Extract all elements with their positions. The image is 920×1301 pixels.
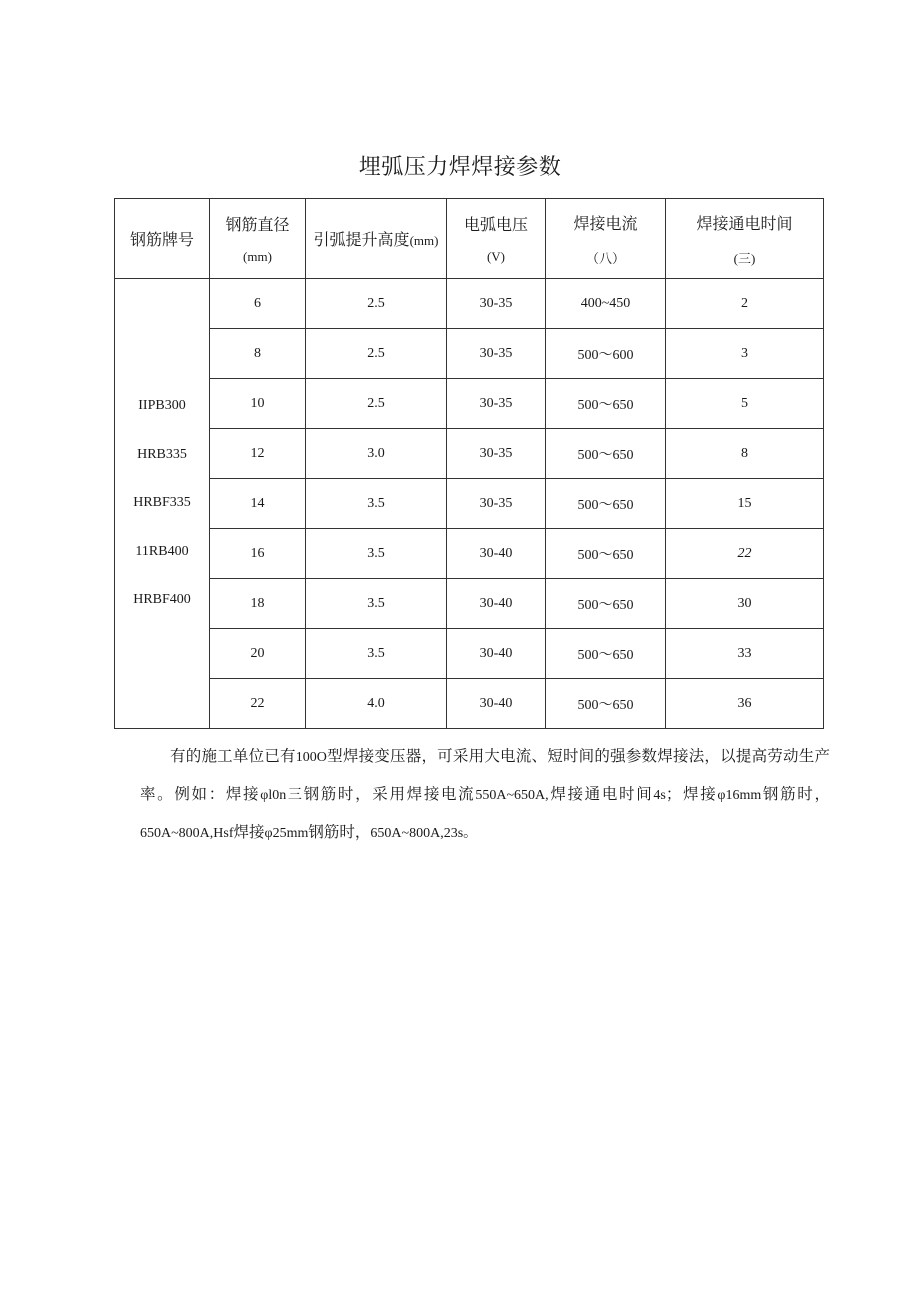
grade-list-cell — [115, 279, 210, 729]
header-current: 焊接电流 （八） — [546, 199, 666, 279]
cell-current: 500～650 — [546, 679, 666, 729]
cell-current: 500～600 — [546, 329, 666, 379]
cell-time: 15 — [666, 479, 824, 529]
cell-diameter: 6 — [210, 279, 306, 329]
cell-diameter: 8 — [210, 329, 306, 379]
cell-diameter: 14 — [210, 479, 306, 529]
cell-lift: 2.5 — [306, 279, 447, 329]
cell-lift: 3.5 — [306, 479, 447, 529]
cell-voltage: 30-40 — [447, 579, 546, 629]
header-time: 焊接通电时间 (三) — [666, 199, 824, 279]
cell-time: 36 — [666, 679, 824, 729]
cell-current: 500～650 — [546, 579, 666, 629]
cell-current: 500～650 — [546, 529, 666, 579]
cell-diameter: 18 — [210, 579, 306, 629]
grade-item: HRBF400 — [133, 592, 191, 608]
cell-time: 30 — [666, 579, 824, 629]
cell-lift: 4.0 — [306, 679, 447, 729]
table-row — [115, 379, 824, 429]
grade-item: 11RB400 — [135, 543, 189, 559]
cell-diameter: 12 — [210, 429, 306, 479]
cell-time: 22 — [666, 529, 824, 579]
cell-diameter: 22 — [210, 679, 306, 729]
table-row — [115, 529, 824, 579]
cell-voltage: 30-40 — [447, 679, 546, 729]
cell-diameter: 16 — [210, 529, 306, 579]
cell-lift: 2.5 — [306, 329, 447, 379]
cell-lift: 3.5 — [306, 579, 447, 629]
header-lift-height: 引弧提升高度(mm) — [306, 199, 447, 279]
cell-time: 5 — [666, 379, 824, 429]
cell-voltage: 30-40 — [447, 529, 546, 579]
cell-current: 500～650 — [546, 629, 666, 679]
cell-voltage: 30-35 — [447, 479, 546, 529]
cell-time: 33 — [666, 629, 824, 679]
cell-voltage: 30-35 — [447, 379, 546, 429]
table-row — [115, 629, 824, 679]
welding-parameters-table — [114, 198, 824, 729]
cell-time: 2 — [666, 279, 824, 329]
cell-time: 3 — [666, 329, 824, 379]
cell-voltage: 30-35 — [447, 279, 546, 329]
cell-current: 500～650 — [546, 379, 666, 429]
table-row — [115, 579, 824, 629]
cell-voltage: 30-35 — [447, 329, 546, 379]
cell-time: 8 — [666, 429, 824, 479]
cell-lift: 2.5 — [306, 379, 447, 429]
table-row — [115, 279, 824, 329]
header-grade: 钢筋牌号 — [115, 199, 210, 279]
header-diameter: 钢筋直径 (mm) — [210, 199, 306, 279]
table-row — [115, 479, 824, 529]
cell-voltage: 30-35 — [447, 429, 546, 479]
page-title: 埋弧压力焊焊接参数 — [358, 155, 562, 180]
cell-lift: 3.0 — [306, 429, 447, 479]
grade-item: HRBF335 — [133, 495, 191, 511]
cell-current: 500～650 — [546, 479, 666, 529]
cell-voltage: 30-40 — [447, 629, 546, 679]
table-row — [115, 329, 824, 379]
cell-current: 400~450 — [546, 279, 666, 329]
cell-lift: 3.5 — [306, 629, 447, 679]
grade-item: HRB335 — [137, 446, 187, 462]
header-voltage: 电弧电压 (V) — [447, 199, 546, 279]
table-row — [115, 429, 824, 479]
cell-current: 500～650 — [546, 429, 666, 479]
cell-diameter: 20 — [210, 629, 306, 679]
grade-item: IIPB300 — [138, 398, 186, 414]
cell-lift: 3.5 — [306, 529, 447, 579]
table-row — [115, 679, 824, 729]
table-header-row — [115, 199, 824, 279]
cell-diameter: 10 — [210, 379, 306, 429]
note-paragraph: 有的施工单位已有100O型焊接变压器，可采用大电流、短时间的强参数焊接法，以提高劳动生产率。例如：焊接φl0n三钢筋时，采用焊接电流550A~650A,焊接通电时间4s；焊接φ16mm钢筋时，650A~800A,Hsf焊接φ25mm钢筋时，650A~800A,23s。 — [140, 747, 830, 841]
